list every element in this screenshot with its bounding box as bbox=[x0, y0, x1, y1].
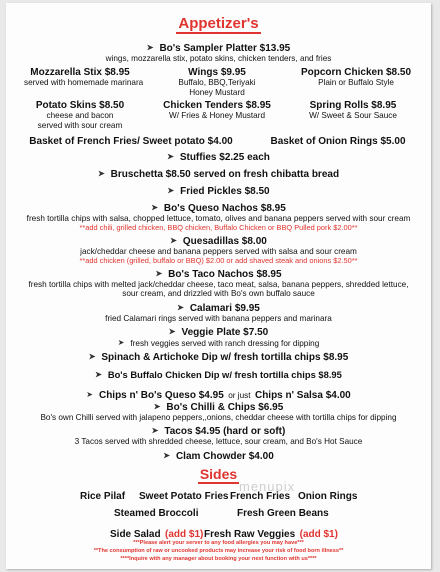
arrow-bullet-icon: ➤ bbox=[151, 426, 159, 435]
arrow-bullet-icon: ➤ bbox=[86, 390, 93, 399]
arrow-bullet-icon: ➤ bbox=[167, 186, 175, 195]
menu-item-sampler: ➤ Bo's Sampler Platter $13.95 bbox=[146, 43, 291, 54]
menu-item-chicken-tenders: Chicken Tenders $8.95 W/ Fries & Honey Mustard bbox=[163, 100, 271, 120]
arrow-bullet-icon: ➤ bbox=[163, 451, 170, 460]
arrow-bullet-icon: ➤ bbox=[95, 370, 102, 379]
watermark: menupix bbox=[239, 479, 296, 494]
item-desc: Bo's own Chilli served with jalapeno peppers,,onions, cheddar cheese with tortilla chips for dipping bbox=[40, 413, 397, 422]
item-desc: fresh tortilla chips with melted jack/cheddar cheese, taco meat, salsa, banana peppers, shredded lettuce, bbox=[28, 280, 409, 289]
menu-item-fried-pickles: ➤ Fried Pickles $8.50 bbox=[167, 186, 270, 197]
menu-item-tacos: ➤ Tacos $4.95 (hard or soft) bbox=[151, 426, 286, 437]
arrow-bullet-icon: ➤ bbox=[117, 338, 125, 347]
menu-item-stuffies: ➤ Stuffies $2.25 each bbox=[167, 152, 270, 163]
arrow-bullet-icon: ➤ bbox=[146, 43, 154, 52]
menu-item-mozzarella: Mozzarella Stix $8.95 served with homemade marinara bbox=[24, 67, 144, 87]
arrow-bullet-icon: ➤ bbox=[155, 269, 163, 278]
item-desc: wings, mozzarella stix, potato skins, chicken tenders, and fries bbox=[105, 54, 332, 63]
appetizers-heading: Appetizer's bbox=[178, 15, 259, 32]
menu-item-quesadillas: ➤ Quesadillas $8.00 bbox=[170, 236, 267, 247]
side-green-beans: Fresh Green Beans bbox=[237, 508, 329, 519]
sides-heading: Sides bbox=[199, 466, 238, 482]
menu-item-basket-fries: Basket of French Fries/ Sweet potato $4.00 bbox=[29, 136, 233, 147]
item-addon: **add chicken (grilled, buffalo or BBQ) $2.00 or add shaved steak and onions $2.50** bbox=[79, 256, 358, 265]
item-desc: sour cream, and drizzled with Bo's own buffalo sauce bbox=[122, 289, 315, 298]
menu-item-buffalo-dip: ➤ Bo's Buffalo Chicken Dip w/ fresh tortilla chips $8.95 bbox=[95, 369, 342, 380]
menu-item-veggie-plate: ➤ Veggie Plate $7.50 bbox=[168, 327, 269, 338]
footer-function-note: ****Inquire with any manager about booking your next function with us**** bbox=[120, 556, 317, 562]
menu-item-potato-skins: Potato Skins $8.50 cheese and bacon served with sour cream bbox=[35, 100, 125, 130]
side-rice-pilaf: Rice Pilaf bbox=[80, 491, 126, 502]
menu-item-spring-rolls: Spring Rolls $8.95 W/ Sweet & Sour Sauce bbox=[309, 100, 397, 120]
menu-item-chilli: ➤ Bo's Chilli & Chips $6.95 bbox=[153, 402, 284, 413]
footer-allergy-note: ***Please alert your server to any food allergies you may have*** bbox=[133, 540, 304, 546]
menu-item-taco-nachos: ➤ Bo's Taco Nachos $8.95 bbox=[155, 269, 282, 280]
arrow-bullet-icon: ➤ bbox=[97, 169, 105, 178]
menu-item-basket-rings: Basket of Onion Rings $5.00 bbox=[270, 136, 406, 147]
menu-item-wings: Wings $9.95 Buffalo, BBQ,Teriyaki Honey Mustard bbox=[178, 67, 256, 97]
side-steamed-broccoli: Steamed Broccoli bbox=[114, 508, 199, 519]
menu-item-bruschetta: ➤ Bruschetta $8.50 served on fresh chibatta bread bbox=[97, 169, 340, 180]
arrow-bullet-icon: ➤ bbox=[88, 352, 96, 361]
arrow-bullet-icon: ➤ bbox=[177, 303, 184, 312]
item-desc: ➤ fresh veggies served with ranch dressing for dipping bbox=[117, 338, 320, 348]
side-onion-rings: Onion Rings bbox=[298, 491, 358, 502]
menu-item-queso-nachos: ➤ Bo's Queso Nachos $8.95 bbox=[151, 203, 286, 214]
item-desc: 3 Tacos served with shredded cheese, lettuce, sour cream, and Bo's Hot Sauce bbox=[74, 437, 363, 446]
item-desc: fried Calamari rings served with banana peppers and marinara bbox=[105, 314, 332, 323]
menu-item-spinach-dip: ➤ Spinach & Artichoke Dip w/ fresh tortilla chips $8.95 bbox=[88, 352, 349, 363]
item-desc: jack/cheddar cheese and banana peppers served with salsa and sour cream bbox=[80, 247, 357, 256]
arrow-bullet-icon: ➤ bbox=[168, 327, 176, 336]
side-raw-veggies: Fresh Raw Veggies (add $1) bbox=[204, 529, 338, 540]
menu-item-clam-chowder: ➤ Clam Chowder $4.00 bbox=[163, 451, 274, 462]
arrow-bullet-icon: ➤ bbox=[170, 236, 177, 245]
side-salad: Side Salad (add $1) bbox=[110, 529, 204, 540]
side-sweet-potato-fries: Sweet Potato Fries bbox=[139, 491, 229, 502]
menu-item-chips: ➤ Chips n' Bo's Queso $4.95 or just Chips n' Salsa $4.00 bbox=[86, 390, 351, 401]
arrow-bullet-icon: ➤ bbox=[153, 402, 161, 411]
side-french-fries: French Fries bbox=[230, 491, 291, 502]
arrow-bullet-icon: ➤ bbox=[151, 203, 158, 212]
menu-item-calamari: ➤ Calamari $9.95 bbox=[177, 303, 260, 314]
footer-raw-food-note: **The consumption of raw or uncooked products may increase your risk of food born illness** bbox=[93, 548, 344, 554]
menu-page bbox=[6, 3, 431, 569]
arrow-bullet-icon: ➤ bbox=[167, 152, 174, 161]
menu-item-popcorn-chicken: Popcorn Chicken $8.50 Plain or Buffalo Style bbox=[300, 67, 412, 87]
item-desc: fresh tortilla chips with salsa, chopped lettuce, tomato, olives and banana peppers served with sour cream bbox=[26, 214, 411, 223]
item-addon: **add chili, grilled chicken, BBQ chicken, Buffalo Chicken or BBQ Pulled pork $2.00** bbox=[79, 223, 358, 232]
